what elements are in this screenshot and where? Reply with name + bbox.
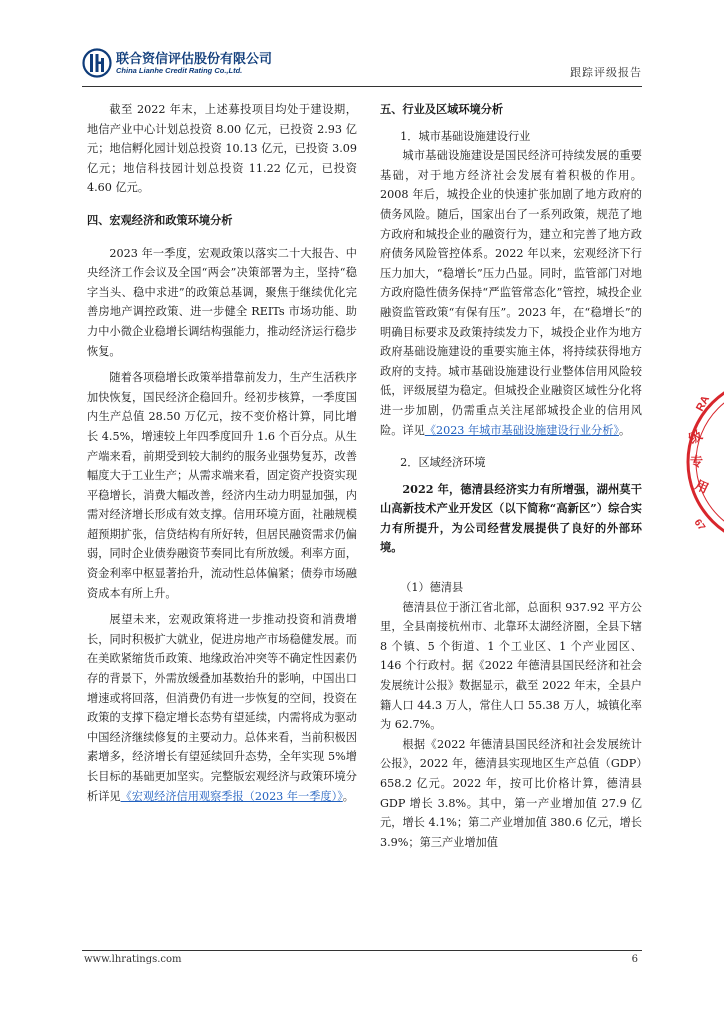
paragraph-text: 展望未来，宏观政策将进一步推动投资和消费增长，同时积极扩大就业，促进房地产市场稳健发展。而在美欧紧缩货币政策、地缘政治冲突等不确定性因素仍存的背景下，外需放缓叠加基数抬升的影响，中国出口增速或将回落，但消费仍有进一步恢复的空间，投资在政策的支撑下稳定增长态势有望延续，内需将成为驱动中国经济继续修复的主要动力。总体来看，当前积极因素增多，经济增长有望延续回升态势，全年实现 5%增长目标的基础更加坚实。完整版宏观经济与政策环境分析详见 — [87, 613, 357, 803]
page-number: 6 — [631, 954, 638, 965]
industry-report-link[interactable]: 《2023 年城市基础设施建设行业分析》 — [424, 423, 620, 437]
subsection-heading: 1．城市基础设施建设行业 — [400, 129, 531, 143]
company-name-en: China Lianhe Credit Rating Co.,Ltd. — [116, 66, 243, 75]
left-column — [87, 100, 357, 806]
svg-text:级: 级 — [686, 427, 706, 448]
macro-report-link[interactable]: 《宏观经济信用观察季报（2023 年一季度）》 — [120, 789, 343, 803]
paragraph: 德清县位于浙江省北部，总面积 937.92 平方公里，全县南接杭州市、北靠环太湖经济圈，全县下辖 8 个镇、5 个街道、1 个工业区、1 个产业园区、146 个行政村。据《2022 年德清县国民经济和社会发展统计公报》数据显示，截至 2022 年末，全县户籍人口 44.3 万人，常住人口 55.38 万人，城镇化率为 62.7%。 — [380, 600, 642, 732]
subsection-heading: 2．区域经济环境 — [400, 456, 486, 470]
page-header — [82, 46, 642, 84]
paragraph: 随着各项稳增长政策举措靠前发力，生产生活秩序加快恢复，国民经济企稳回升。经初步核算，一季度国内生产总值 28.50 万亿元，按不变价格计算，同比增长 4.5%，增速较上年四季度回升 1.6 个百分点。从生产端来看，前期受到较大制约的服务业强势复苏，改善幅度大于工业生产；从需求端来看，固定资产投资实现平稳增长，消费大幅改善，经济内生动力明显加强，内需对经济增长形成有效支撑。信用环境方面，社融规模超预期扩张，信贷结构有所好转，但居民融资需求仍偏弱，同时企业债券融资节奏同比有所放缓。利率方面，资金利率中枢显著抬升，流动性总体偏紧；债券市场融资成本有所上升。 — [87, 371, 357, 600]
header-divider — [82, 86, 642, 87]
summary-paragraph: 2022 年，德清县经济实力有所增强，湖州莫干山高新技术产业开发区（以下简称“高新区”）综合实力有所提升，为公司经营发展提供了良好的外部环境。 — [380, 481, 642, 555]
paragraph — [87, 610, 357, 806]
report-type: 跟踪评级报告 — [570, 66, 642, 79]
svg-text:专: 专 — [690, 455, 704, 470]
section-heading: 四、宏观经济和政策环境分析 — [87, 213, 233, 227]
svg-text:67: 67 — [691, 517, 707, 533]
svg-text:用: 用 — [692, 478, 711, 498]
svg-text:RA: RA — [694, 393, 713, 414]
paragraph: 2023 年一季度，宏观政策以落实二十大报告、中央经济工作会议及全国“两会”决策部署为主，坚持“稳字当头、稳中求进”的政策总基调，聚焦于继续优化完善房地产调控政策、进一步健全 REITs 市场功能、助力中小微企业稳增长调结构强能力，推动经济运行稳步恢复。 — [87, 246, 357, 358]
lianhe-logo-icon — [82, 48, 112, 78]
subsection-heading: （1）德清县 — [400, 581, 464, 595]
company-name-cn: 联合资信评估股份有限公司 — [116, 52, 273, 67]
section-heading: 五、行业及区域环境分析 — [380, 103, 504, 116]
right-column — [380, 100, 642, 852]
paragraph — [380, 146, 642, 440]
paragraph-end: 。 — [342, 789, 354, 803]
paragraph-text: 城市基础设施建设是国民经济可持续发展的重要基础，对于地方经济社会发展有着积极的作用。2008 年后，城投企业的快速扩张加剧了地方政府的债务风险。随后，国家出台了一系列政策，规范了地方政府和城投企业的融资行为，建立和完善了地方政府债务风险管控体系。2022 年以来，宏观经济下行压力加大，“稳增长”压力凸显。同时，监管部门对地方政府隐性债务保持“严监管常态化”管控，城投企业融资监管政策“有保有压”。2023 年，在“稳增长”的明确目标要求及政策持续发力下，城投企业作为地方政府基础设施建设的重要实施主体，将持续获得地方政府的支持。城市基础设施建设行业整体信用风险较低，评级展望为稳定。但城投企业融资区域性分化将进一步加剧，仍需重点关注尾部城投企业的信用风险。详见 — [380, 149, 642, 437]
paragraph: 截至 2022 年末，上述募投项目均处于建设期，地信产业中心计划总投资 8.00 亿元，已投资 2.93 亿元；地信孵化园计划总投资 10.13 亿元，已投资 3.09 亿元；地信科技园计划总投资 11.22 亿元，已投资 4.60 亿元。 — [87, 103, 357, 195]
footer-url[interactable]: www.lhratings.com — [84, 954, 182, 965]
paragraph-end: 。 — [619, 423, 631, 437]
company-seal-icon — [680, 362, 724, 562]
footer-divider — [82, 950, 642, 951]
paragraph: 根据《2022 年德清县国民经济和社会发展统计公报》，2022 年，德清县实现地区生产总值（GDP）658.2 亿元。2022 年，按可比价格计算，德清县 GDP 增长 3.8%。其中，第一产业增加值 27.9 亿元，增长 4.1%；第二产业增加值 380.6 亿元，增长 3.9%；第三产业增加值 — [380, 737, 642, 849]
